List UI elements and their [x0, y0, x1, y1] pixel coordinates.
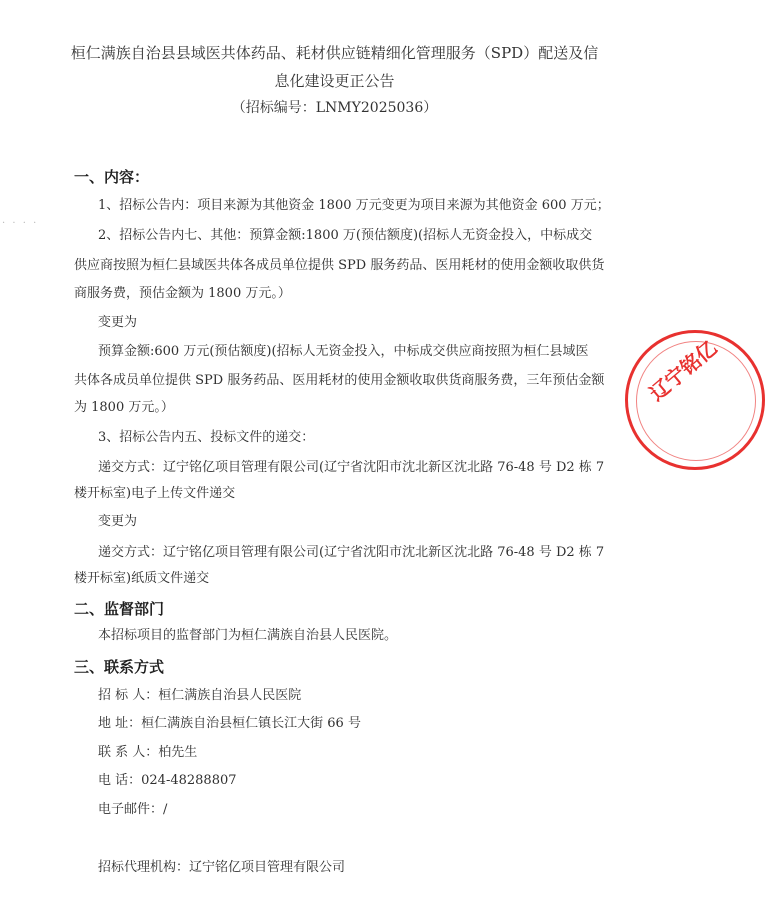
- new-submission-line1: 递交方式：辽宁铭亿项目管理有限公司(辽宁省沈阳市沈北新区沈北路 76-48 号 D2 栋 7: [98, 545, 605, 560]
- contact-person: 联 系 人：柏先生: [98, 745, 198, 760]
- contact-address: 地 址：桓仁满族自治县桓仁镇长江大街 66 号: [98, 716, 361, 731]
- old-submission-line1: 递交方式：辽宁铭亿项目管理有限公司(辽宁省沈阳市沈北新区沈北路 76-48 号 D2 栋 7: [98, 460, 605, 475]
- old-submission-line2: 楼开标室)电子上传文件递交: [74, 486, 236, 501]
- contact-phone: 电 话：024-48288807: [98, 773, 237, 788]
- official-seal: [625, 330, 765, 470]
- item-2-line2: 供应商按照为桓仁县域医共体各成员单位提供 SPD 服务药品、医用耗材的使用金额收取供货: [74, 258, 605, 273]
- new-item-2-line1: 预算金额:600 万元(预估额度)(招标人无资金投入，中标成交供应商按照为桓仁县域医: [98, 344, 589, 359]
- change-label-1: 变更为: [98, 315, 138, 330]
- supervision-text: 本招标项目的监督部门为桓仁满族自治县人民医院。: [98, 628, 398, 643]
- contact-tenderer: 招 标 人：桓仁满族自治县人民医院: [98, 688, 302, 703]
- bid-number: （招标编号：LNMY2025036）: [231, 100, 438, 116]
- section-heading-content: 一、内容：: [74, 168, 150, 186]
- item-3: 3、招标公告内五、投标文件的递交：: [98, 430, 315, 445]
- seal-text: 辽宁铭亿: [644, 335, 722, 406]
- item-1: 1、招标公告内：项目来源为其他资金 1800 万元变更为项目来源为其他资金 600 万元；: [98, 198, 610, 213]
- scan-noise: · · · ·: [2, 218, 39, 229]
- item-2-line1: 2、招标公告内七、其他：预算金额:1800 万(预估额度)(招标人无资金投入，中标成交: [98, 228, 593, 243]
- item-2-line3: 商服务费，预估金额为 1800 万元。）: [74, 286, 291, 301]
- contact-email: 电子邮件：/: [98, 802, 168, 817]
- section-heading-supervision: 二、监督部门: [74, 600, 165, 618]
- new-submission-line2: 楼开标室)纸质文件递交: [74, 571, 210, 586]
- section-heading-contact: 三、联系方式: [74, 658, 165, 676]
- document-title-line2: 息化建设更正公告: [274, 72, 395, 90]
- document-title-line1: 桓仁满族自治县县域医共体药品、耗材供应链精细化管理服务（SPD）配送及信: [70, 44, 599, 62]
- new-item-2-line3: 为 1800 万元。）: [74, 400, 174, 415]
- new-item-2-line2: 共体各成员单位提供 SPD 服务药品、医用耗材的使用金额收取供货商服务费，三年预估金额: [74, 373, 605, 388]
- change-label-2: 变更为: [98, 514, 138, 529]
- agency: 招标代理机构：辽宁铭亿项目管理有限公司: [98, 860, 346, 875]
